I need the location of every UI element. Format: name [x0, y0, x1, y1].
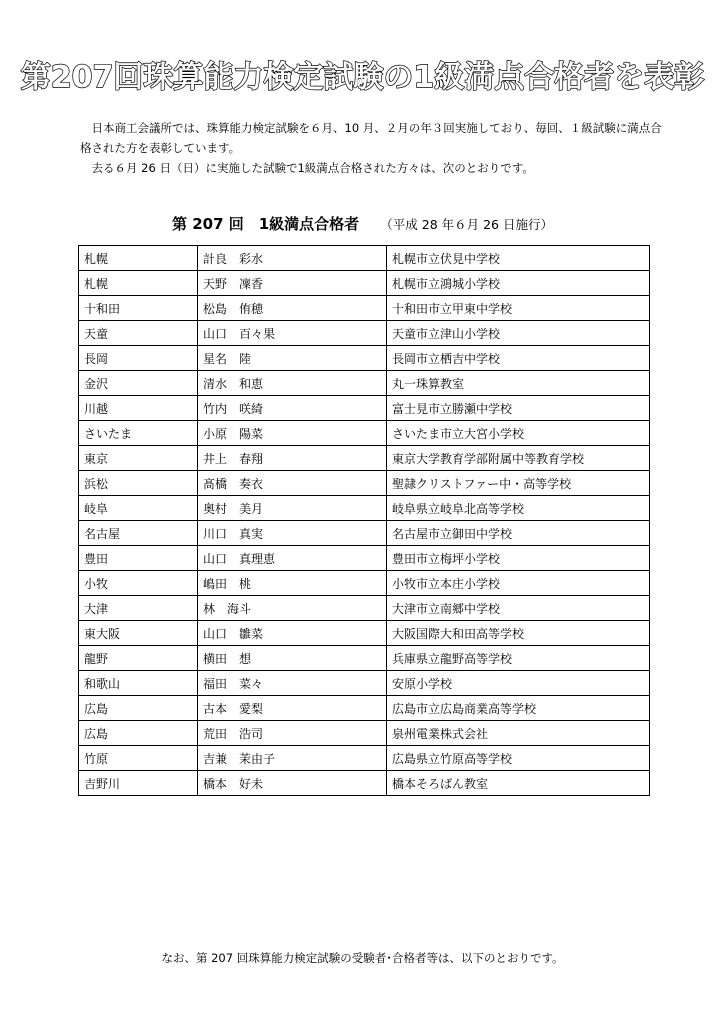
cell-name: 荒田 浩司 — [198, 721, 387, 746]
cell-city: 札幌 — [79, 246, 198, 271]
cell-school: 豊田市立梅坪小学校 — [387, 546, 650, 571]
cell-school: 天童市立津山小学校 — [387, 321, 650, 346]
table-row — [79, 621, 650, 646]
table-heading-date: （平成 28 年６月 26 日施行） — [380, 217, 553, 232]
cell-name: 横田 想 — [198, 646, 387, 671]
cell-school: 大阪国際大和田高等学校 — [387, 621, 650, 646]
cell-school: 安原小学校 — [387, 671, 650, 696]
cell-name: 天野 凜香 — [198, 271, 387, 296]
cell-city: 竹原 — [79, 746, 198, 771]
cell-name: 松島 侑穂 — [198, 296, 387, 321]
cell-city: 十和田 — [79, 296, 198, 321]
cell-school: 札幌市立伏見中学校 — [387, 246, 650, 271]
table-row — [79, 346, 650, 371]
cell-school: 東京大学教育学部附属中等教育学校 — [387, 446, 650, 471]
cell-name: 髙橋 奏衣 — [198, 471, 387, 496]
cell-name: 嶋田 桃 — [198, 571, 387, 596]
cell-city: 東大阪 — [79, 621, 198, 646]
cell-school: 広島市立広島商業高等学校 — [387, 696, 650, 721]
cell-school: 小牧市立本庄小学校 — [387, 571, 650, 596]
cell-city: 川越 — [79, 396, 198, 421]
cell-school: 岐阜県立岐阜北高等学校 — [387, 496, 650, 521]
cell-name: 古本 愛梨 — [198, 696, 387, 721]
cell-city: 東京 — [79, 446, 198, 471]
table-row — [79, 496, 650, 521]
cell-school: 札幌市立鴻城小学校 — [387, 271, 650, 296]
table-row — [79, 471, 650, 496]
table-row — [79, 521, 650, 546]
table-row — [79, 646, 650, 671]
cell-name: 福田 菜々 — [198, 671, 387, 696]
winners-table — [78, 245, 650, 796]
table-heading-title: 第 207 回 1級満点合格者 — [171, 215, 360, 233]
cell-school: 十和田市立甲東中学校 — [387, 296, 650, 321]
table-row — [79, 321, 650, 346]
cell-city: 札幌 — [79, 271, 198, 296]
table-row — [79, 421, 650, 446]
cell-city: 広島 — [79, 696, 198, 721]
cell-school: 広島県立竹原高等学校 — [387, 746, 650, 771]
table-row — [79, 246, 650, 271]
cell-city: 浜松 — [79, 471, 198, 496]
cell-name: 林 海斗 — [198, 596, 387, 621]
cell-name: 川口 真実 — [198, 521, 387, 546]
cell-school: 名古屋市立御田中学校 — [387, 521, 650, 546]
cell-name: 井上 春翔 — [198, 446, 387, 471]
cell-name: 計良 彩水 — [198, 246, 387, 271]
cell-school: 泉州電業株式会社 — [387, 721, 650, 746]
cell-name: 山口 百々果 — [198, 321, 387, 346]
table-row — [79, 446, 650, 471]
table-heading — [0, 213, 725, 234]
cell-city: 龍野 — [79, 646, 198, 671]
cell-city: 名古屋 — [79, 521, 198, 546]
cell-city: さいたま — [79, 421, 198, 446]
table-row — [79, 746, 650, 771]
cell-school: さいたま市立大宮小学校 — [387, 421, 650, 446]
cell-school: 富士見市立勝瀬中学校 — [387, 396, 650, 421]
cell-city: 和歌山 — [79, 671, 198, 696]
cell-name: 橋本 好未 — [198, 771, 387, 796]
cell-city: 小牧 — [79, 571, 198, 596]
cell-city: 吉野川 — [79, 771, 198, 796]
cell-city: 長岡 — [79, 346, 198, 371]
cell-school: 聖隷クリストファー中・高等学校 — [387, 471, 650, 496]
cell-city: 岐阜 — [79, 496, 198, 521]
cell-school: 橋本そろばん教室 — [387, 771, 650, 796]
cell-city: 豊田 — [79, 546, 198, 571]
intro-text — [80, 118, 665, 178]
page-title: 第207回珠算能力検定試験の1級満点合格者を表彰 — [20, 60, 705, 95]
cell-name: 奥村 美月 — [198, 496, 387, 521]
cell-school: 丸一珠算教室 — [387, 371, 650, 396]
table-row — [79, 596, 650, 621]
cell-name: 吉兼 茉由子 — [198, 746, 387, 771]
table-row — [79, 371, 650, 396]
table-row — [79, 271, 650, 296]
cell-name: 山口 真理恵 — [198, 546, 387, 571]
table-row — [79, 771, 650, 796]
cell-city: 金沢 — [79, 371, 198, 396]
table-row — [79, 396, 650, 421]
table-row — [79, 671, 650, 696]
intro-paragraph-2: 去る６月 26 日（日）に実施した試験で1級満点合格された方々は、次のとおりです。 — [91, 161, 534, 175]
table-row — [79, 546, 650, 571]
footer-note: なお、第 207 回珠算能力検定試験の受験者･合格者等は、以下のとおりです。 — [161, 951, 564, 965]
cell-school: 兵庫県立龍野高等学校 — [387, 646, 650, 671]
cell-city: 天童 — [79, 321, 198, 346]
cell-name: 星名 陸 — [198, 346, 387, 371]
intro-paragraph-1: 日本商工会議所では、珠算能力検定試験を６月、10 月、２月の年３回実施しており、毎回、１級試験に満点合格された方を表彰しています。 — [80, 121, 662, 155]
table-row — [79, 721, 650, 746]
table-row — [79, 571, 650, 596]
table-row — [79, 296, 650, 321]
cell-city: 大津 — [79, 596, 198, 621]
cell-school: 大津市立南郷中学校 — [387, 596, 650, 621]
cell-name: 小原 陽菜 — [198, 421, 387, 446]
winners-table-body — [79, 246, 650, 796]
table-row — [79, 696, 650, 721]
cell-name: 清水 和恵 — [198, 371, 387, 396]
cell-city: 広島 — [79, 721, 198, 746]
cell-school: 長岡市立栖吉中学校 — [387, 346, 650, 371]
cell-name: 竹内 咲綺 — [198, 396, 387, 421]
cell-name: 山口 雛菜 — [198, 621, 387, 646]
